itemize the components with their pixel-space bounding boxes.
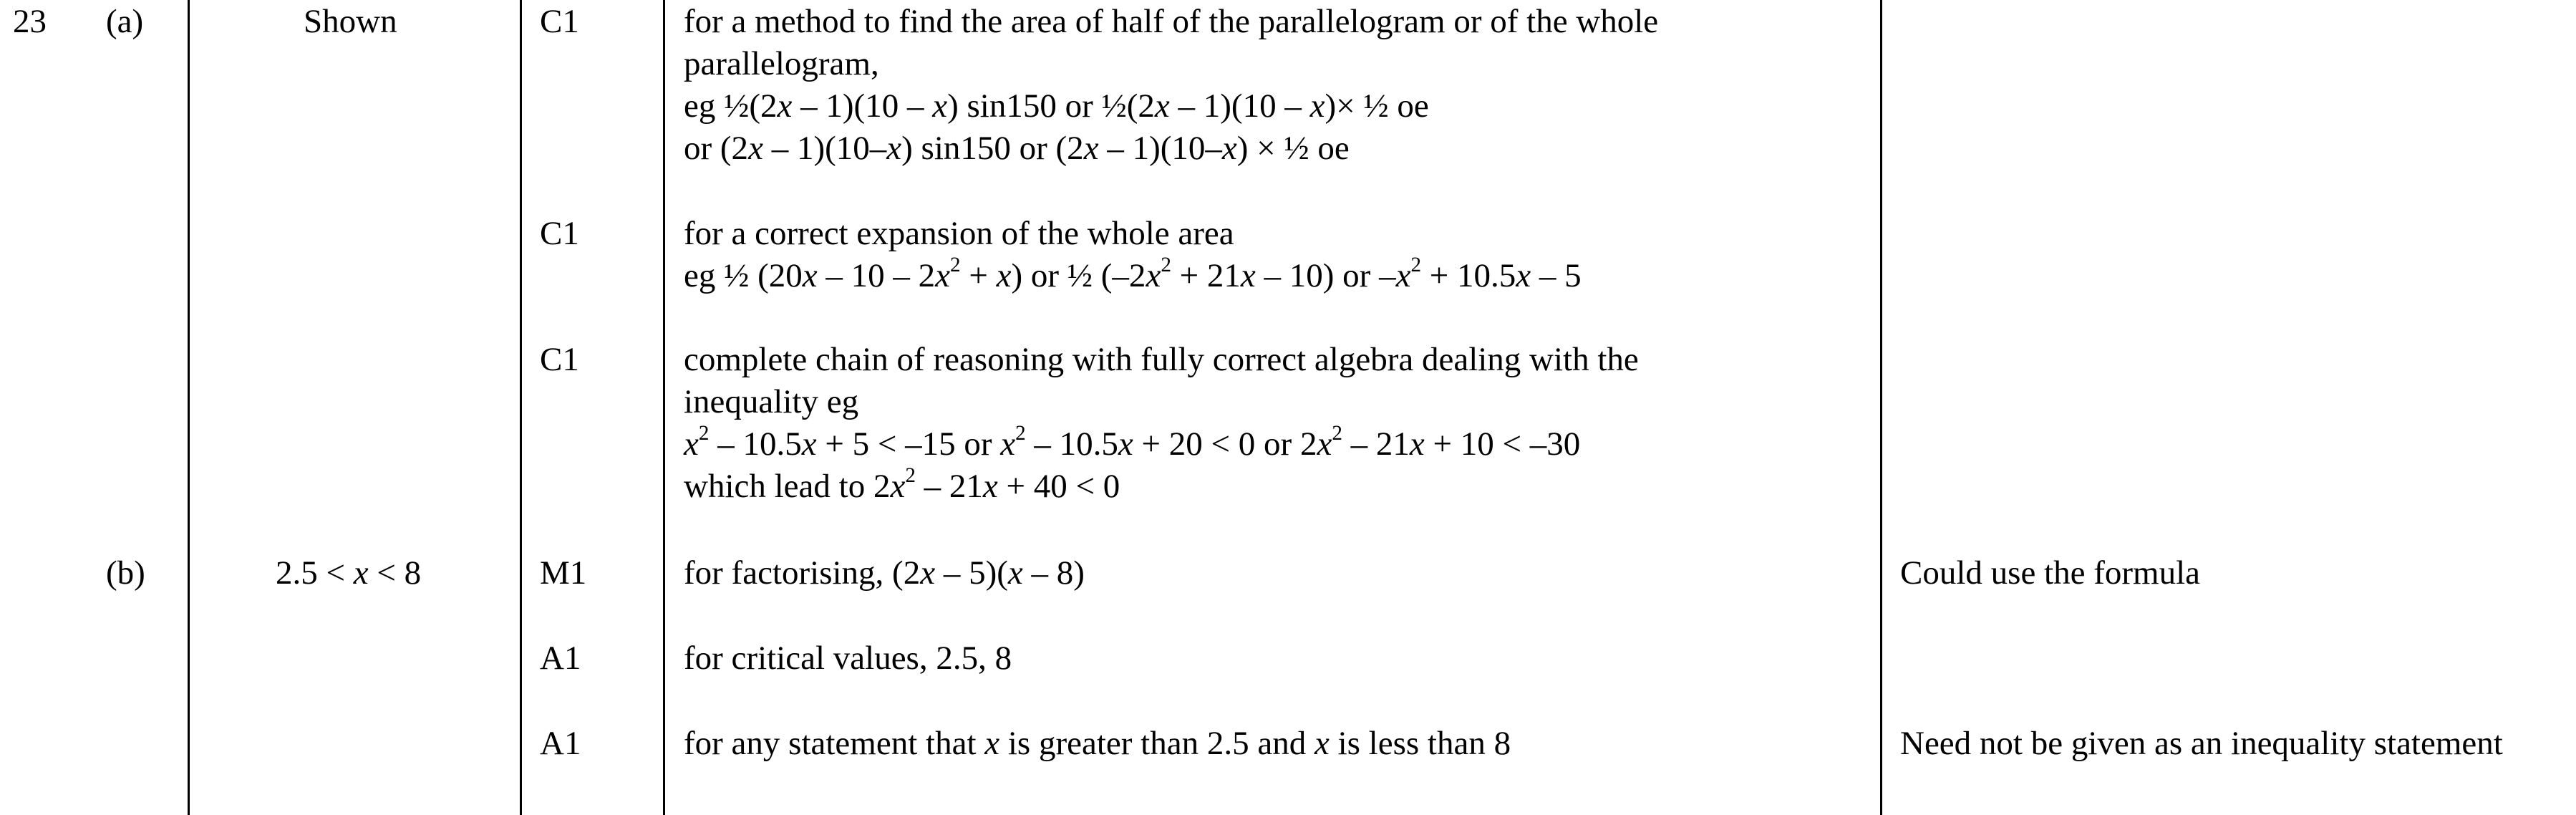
note-line: parallelogram, — [684, 45, 879, 82]
column-rule-mark — [520, 0, 522, 815]
mark-code: C1 — [540, 215, 579, 252]
answer-a: Shown — [304, 3, 397, 40]
answer-b: 2.5 < x < 8 — [276, 554, 422, 592]
mark-code: A1 — [540, 725, 581, 762]
part-label-a: (a) — [106, 3, 144, 40]
note-line: $x^2 - 10.5x + 5 < -15$ or $x^2 - 10.5x + 20 < 0$ or $2x^2 - 21x + 10 < -30$ — [684, 421, 1581, 463]
mark-code: C1 — [540, 3, 579, 40]
note-line: inequality eg — [684, 383, 859, 420]
column-rule-notes — [663, 0, 665, 815]
note-line: which lead to $2x^2 - 21x + 40 < 0$ — [684, 463, 1120, 505]
column-rule-answer — [188, 0, 190, 815]
note-line: eg ½ $(20x - 10 - 2x^2 + x)$ or ½ $(-2x^2 + 21x - 10)$ or $-x^2 + 10.5x - 5$ — [684, 253, 1582, 294]
question-number: 23 — [13, 3, 47, 40]
note-line: for a correct expansion of the whole area — [684, 215, 1234, 252]
mark-code: C1 — [540, 341, 579, 378]
note-line: for a method to find the area of half of the parallelogram or of the whole — [684, 3, 1659, 40]
note-line: complete chain of reasoning with fully correct algebra dealing with the — [684, 341, 1639, 378]
mark-comment: Could use the formula — [1900, 554, 2201, 592]
note-line: eg ½(2x – 1)(10 – x) sin150 or ½(2x – 1)(10 – x)× ½ oe — [684, 87, 1429, 125]
part-label-b: (b) — [106, 554, 145, 592]
column-rule-comments — [1880, 0, 1882, 815]
mark-code: M1 — [540, 554, 587, 592]
note-line: for critical values, 2.5, 8 — [684, 640, 1012, 677]
mark-code: A1 — [540, 640, 581, 677]
note-line: or (2x – 1)(10–x) sin150 or (2x – 1)(10–x) × ½ oe — [684, 130, 1350, 167]
note-line: for any statement that x is greater than 2.5 and x is less than 8 — [684, 725, 1511, 762]
note-line: for factorising, (2x – 5)(x – 8) — [684, 554, 1085, 592]
mark-comment: Need not be given as an inequality statement — [1900, 725, 2503, 762]
